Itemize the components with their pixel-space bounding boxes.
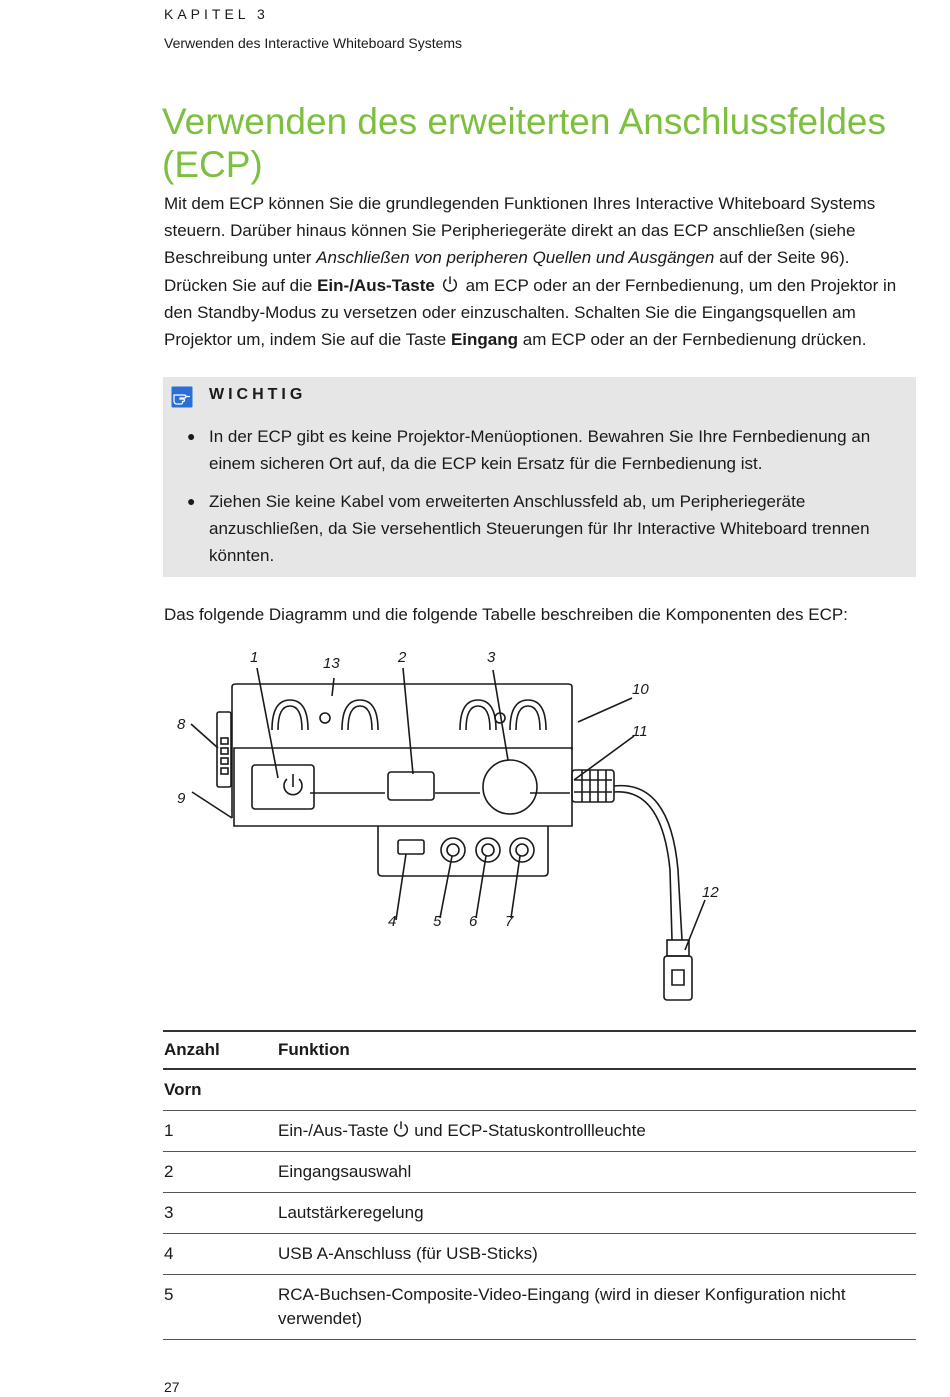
bullet-icon: ● — [187, 428, 196, 444]
intro-text: am ECP oder an der Fernbedienung drücken. — [518, 330, 867, 349]
row-number: 2 — [163, 1152, 277, 1193]
callout-label: 4 — [388, 913, 397, 930]
note-text: Ziehen Sie keine Kabel vom erweiterten Anschlussfeld ab, um Peripheriegeräte anzuschließen, da Sie versehentlich Steuerungen für Ihr Interactive Whiteboard trennen könnten. — [209, 492, 870, 565]
function-text: und ECP-Statuskontrollleuchte — [409, 1121, 646, 1140]
power-icon — [441, 275, 459, 293]
note-heading: WICHTIG — [209, 386, 307, 403]
important-note — [163, 377, 916, 577]
callout-label: 5 — [433, 913, 442, 930]
list-item — [187, 488, 899, 569]
intro-paragraph-2 — [164, 272, 919, 353]
column-header-function: Funktion — [277, 1031, 916, 1069]
table-row — [163, 1234, 916, 1275]
section-filler — [277, 1069, 916, 1111]
table-row — [163, 1275, 916, 1340]
callout-label: 8 — [177, 716, 186, 733]
section-label: Vorn — [163, 1069, 277, 1111]
cross-reference-link[interactable]: Anschließen von peripheren Quellen und Ausgängen — [316, 248, 715, 267]
intro-text: auf der Seite 96). — [714, 248, 850, 267]
page-title: Verwenden des erweiterten Anschlussfeldes (ECP) — [162, 101, 886, 185]
power-icon — [392, 1120, 410, 1138]
column-header-number: Anzahl — [163, 1031, 277, 1069]
row-function: Eingangsauswahl — [277, 1152, 916, 1193]
components-table — [163, 1030, 916, 1340]
intro-text: am ECP oder an der Fernbedienung, um den Projektor in den Standby-Modus zu versetzen oder einzuschalten. Schalten Sie die Eingangsquellen am Projektor um, indem Sie auf die Taste — [164, 276, 897, 349]
callout-label: 10 — [632, 681, 649, 698]
row-function: RCA-Buchsen-Composite-Video-Eingang (wird in dieser Konfiguration nicht verwendet) — [277, 1275, 916, 1340]
bullet-icon: ● — [187, 493, 196, 509]
callout-label: 9 — [177, 790, 186, 807]
row-function — [277, 1111, 916, 1152]
ecp-diagram — [160, 640, 740, 1010]
table-header-row — [163, 1031, 916, 1069]
callout-label: 13 — [323, 655, 340, 672]
pointing-hand-icon — [171, 386, 193, 408]
callout-label: 2 — [398, 649, 407, 666]
list-item — [187, 423, 899, 477]
row-number: 4 — [163, 1234, 277, 1275]
row-function: Lautstärkeregelung — [277, 1193, 916, 1234]
chapter-subtitle: Verwenden des Interactive Whiteboard Systems — [164, 35, 463, 51]
intro-paragraph-1 — [164, 190, 919, 271]
table-row — [163, 1193, 916, 1234]
row-number: 5 — [163, 1275, 277, 1340]
diagram-intro: Das folgende Diagramm und die folgende Tabelle beschreiben die Komponenten des ECP: — [164, 605, 848, 624]
table-row — [163, 1152, 916, 1193]
row-function: USB A-Anschluss (für USB-Sticks) — [277, 1234, 916, 1275]
callout-label: 6 — [469, 913, 478, 930]
table-section-row — [163, 1069, 916, 1111]
page-number: 27 — [164, 1379, 180, 1395]
input-button-term: Eingang — [450, 330, 519, 349]
intro-text: Drücken Sie auf die — [164, 276, 318, 295]
function-text: Ein-/Aus-Taste — [278, 1121, 389, 1140]
row-number: 3 — [163, 1193, 277, 1234]
callout-label: 7 — [505, 913, 514, 930]
intro-text: Mit dem ECP können Sie die grundlegenden Funktionen Ihres Interactive Whiteboard Systems steuern. Darüber hinaus können Sie Peripheriegeräte direkt an das ECP anschließen (siehe Beschreibung unter — [164, 194, 876, 267]
power-button-term: Ein-/Aus-Taste — [317, 276, 435, 295]
callout-label: 12 — [702, 884, 719, 901]
row-number: 1 — [163, 1111, 277, 1152]
callout-label: 1 — [250, 649, 259, 666]
note-list — [187, 423, 899, 580]
note-text: In der ECP gibt es keine Projektor-Menüoptionen. Bewahren Sie Ihre Fernbedienung an einem sicheren Ort auf, da die ECP kein Ersatz für die Fernbedienung ist. — [209, 427, 871, 473]
callout-label: 11 — [632, 723, 648, 740]
chapter-label: KAPITEL 3 — [164, 6, 269, 22]
callout-label: 3 — [487, 649, 496, 666]
table-row — [163, 1111, 916, 1152]
